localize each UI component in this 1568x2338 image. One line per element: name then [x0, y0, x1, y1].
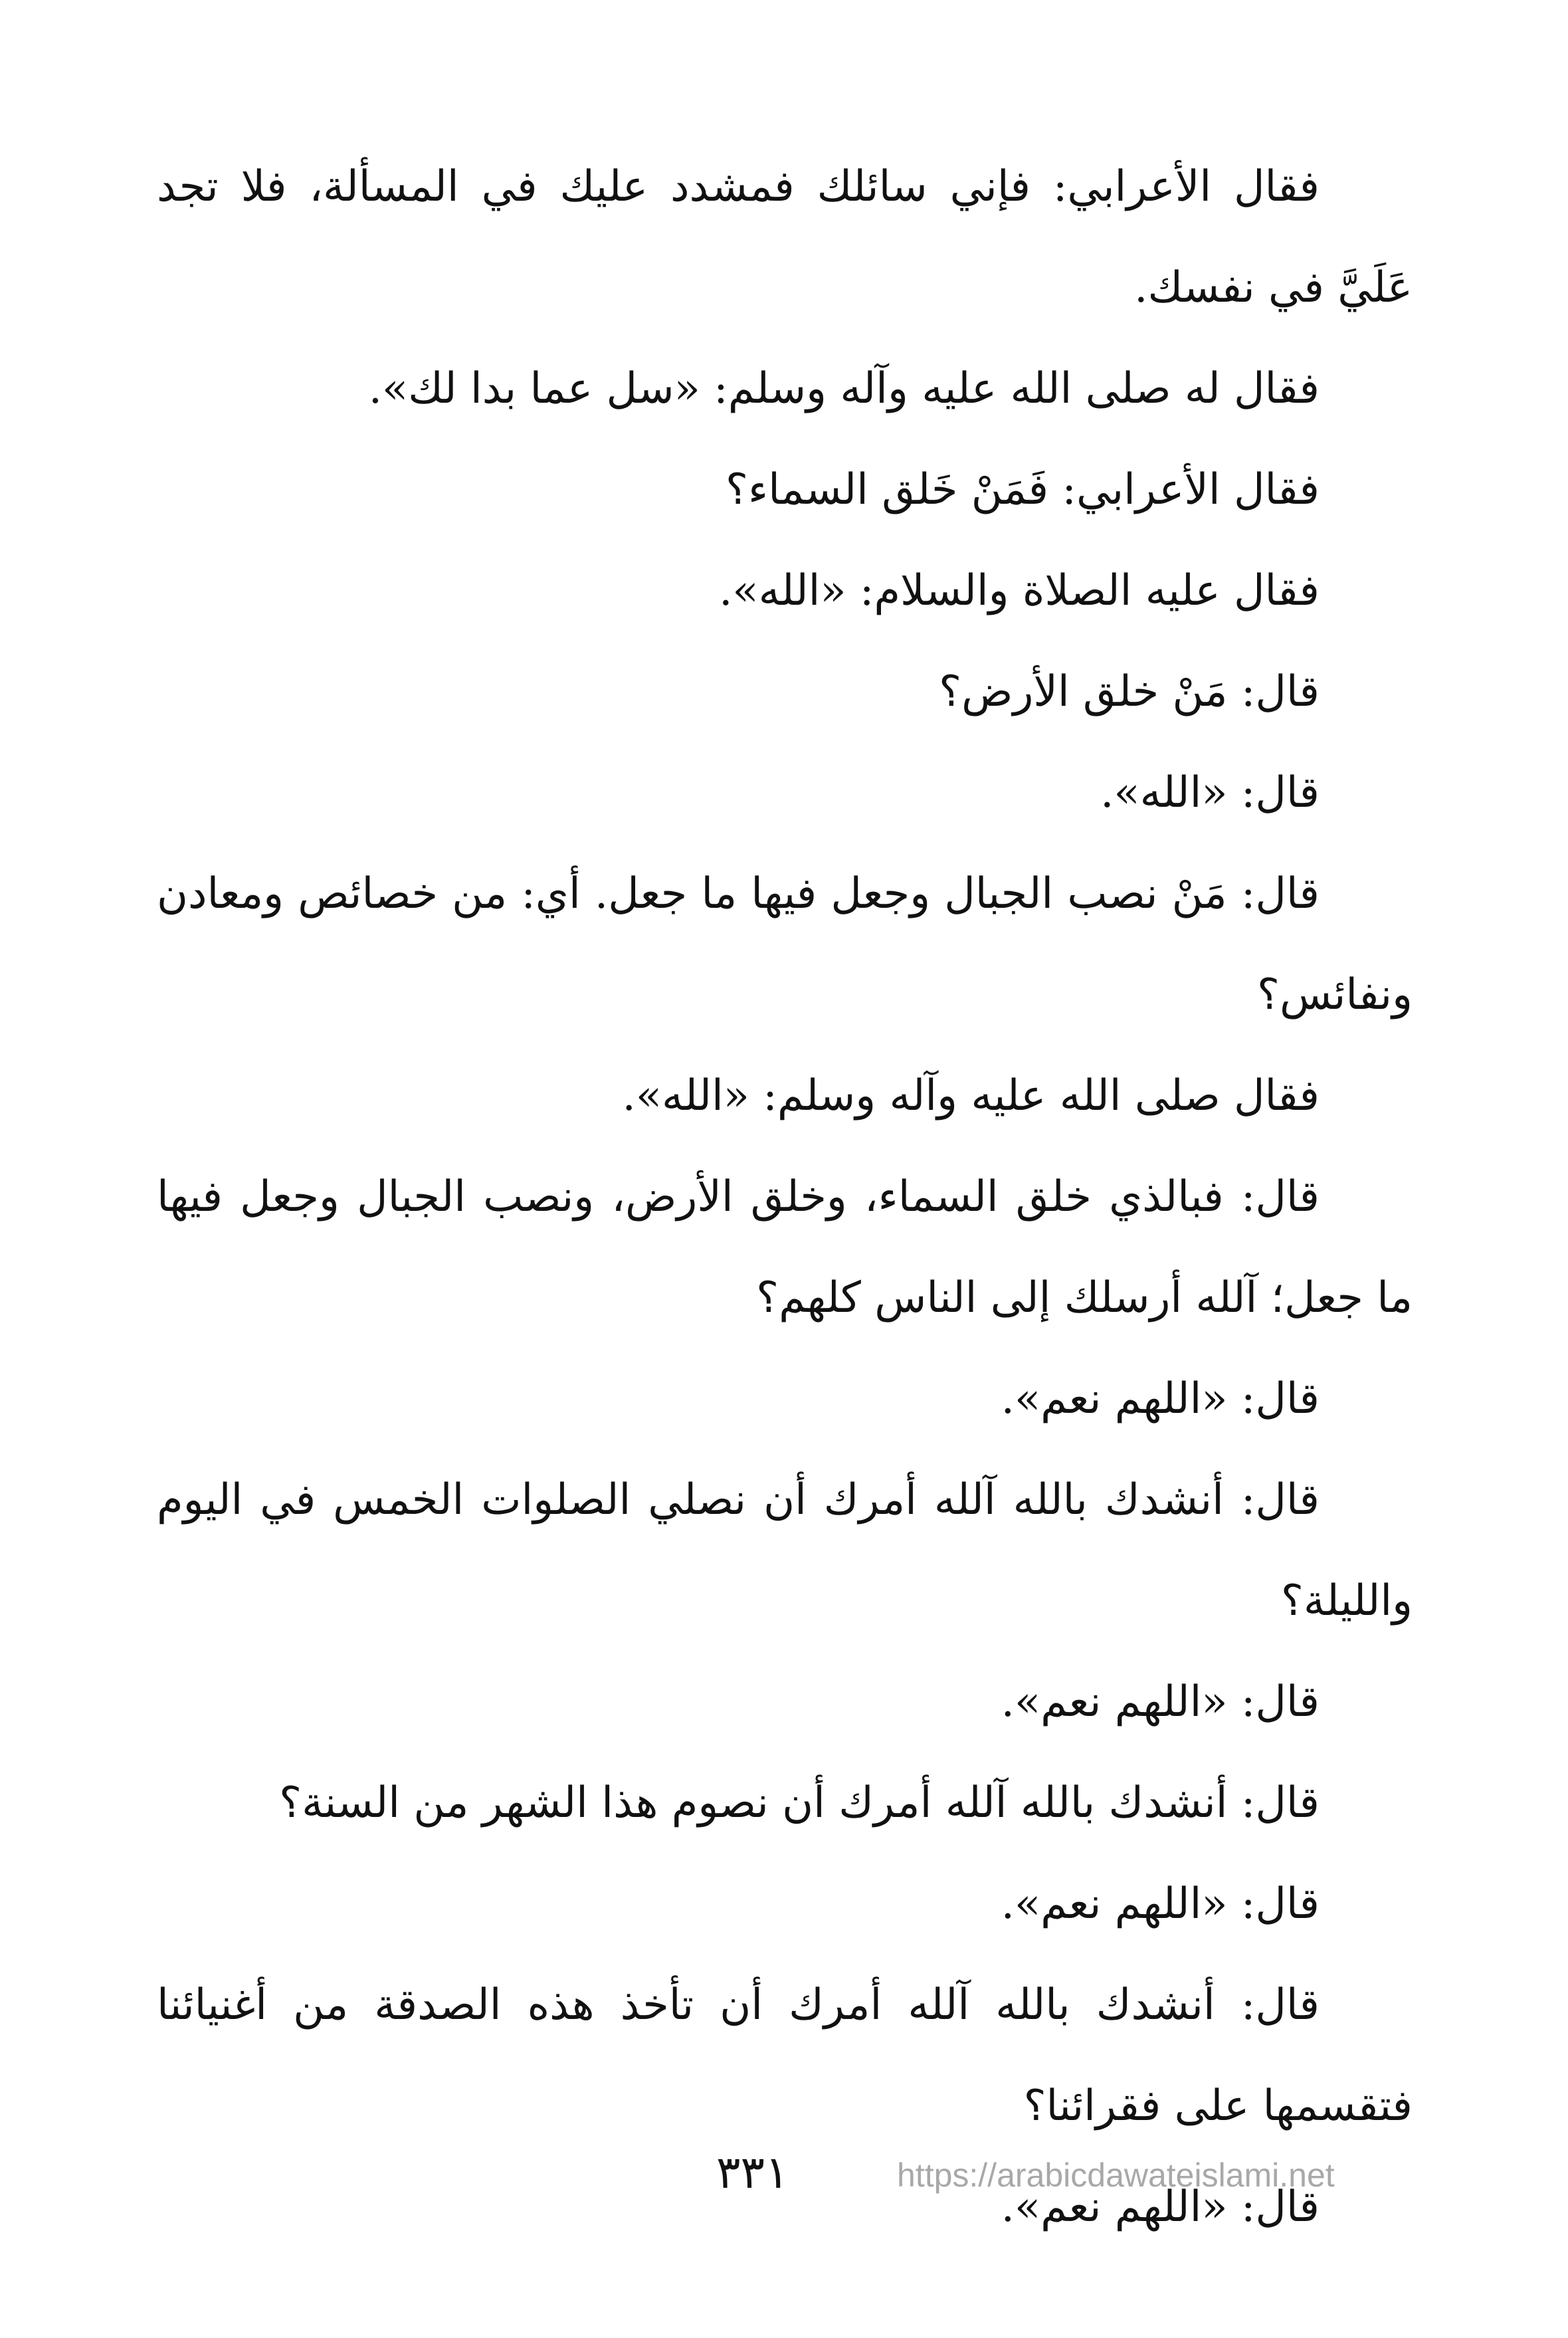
paragraph: قال: فبالذي خلق السماء، وخلق الأرض، ونصب الجبال وجعل فيها ما جعل؛ آلله أرسلك إلى الناس كلهم؟	[157, 1172, 1413, 1323]
paragraph: فقال صلى الله عليه وآله وسلم: «الله».	[622, 1071, 1320, 1120]
paragraph: فقال له صلى الله عليه وآله وسلم: «سل عما بدا لك».	[368, 364, 1320, 413]
paragraph: فقال الأعرابي: فإني سائلك فمشدد عليك في المسألة، فلا تجد عَلَيَّ في نفسك.	[157, 162, 1413, 312]
paragraph: قال: أنشدك بالله آلله أمرك أن نصلي الصلوات الخمس في اليوم والليلة؟	[157, 1475, 1413, 1626]
page-number: ٣٣١	[716, 2147, 789, 2199]
paragraph: قال: مَنْ نصب الجبال وجعل فيها ما جعل. أي: من خصائص ومعادن ونفائس؟	[157, 869, 1413, 1019]
paragraph: فقال الأعرابي: فَمَنْ خَلق السماء؟	[726, 465, 1320, 514]
paragraph: قال: «الله».	[1100, 768, 1320, 817]
body-text	[157, 136, 1413, 2258]
paragraph: فقال عليه الصلاة والسلام: «الله».	[719, 566, 1320, 615]
paragraph: قال: «اللهم نعم».	[1001, 2182, 1320, 2232]
paragraph: قال: أنشدك بالله آلله أمرك أن نصوم هذا الشهر من السنة؟	[279, 1778, 1320, 1828]
paragraph: قال: «اللهم نعم».	[1001, 1374, 1320, 1424]
paragraph: قال: مَنْ خلق الأرض؟	[939, 667, 1320, 716]
website-watermark: https://arabicdawateislami.net	[897, 2157, 1335, 2194]
paragraph: قال: أنشدك بالله آلله أمرك أن تأخذ هذه الصدقة من أغنيائنا فتقسمها على فقرائنا؟	[157, 1980, 1413, 2131]
paragraph: قال: «اللهم نعم».	[1001, 1677, 1320, 1727]
paragraph: قال: «اللهم نعم».	[1001, 1879, 1320, 1929]
page-footer	[0, 2137, 1568, 2210]
